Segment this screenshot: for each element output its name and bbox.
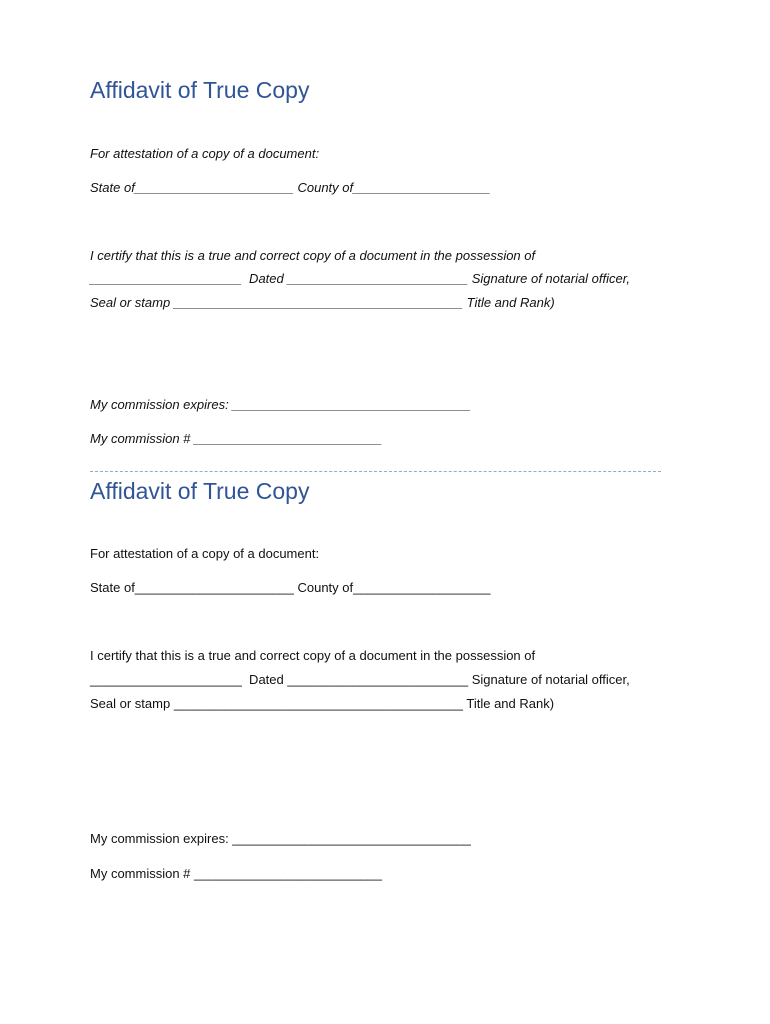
section1-intro: For attestation of a copy of a document: xyxy=(90,146,320,161)
section1-title: Affidavit of True Copy xyxy=(90,77,310,103)
section2-certify-line-3: Seal or stamp ________________________________________ Title and Rank) xyxy=(90,696,555,711)
section1-commission-number: My commission # __________________________ xyxy=(90,431,382,446)
section2-state-county-line: State of______________________ County of___________________ xyxy=(90,580,491,595)
section2-certify-line-2: _____________________ Dated _________________________ Signature of notarial officer, xyxy=(90,672,630,687)
section1-commission-expires: My commission expires: _________________________________ xyxy=(90,397,471,412)
section2-commission-number: My commission # __________________________ xyxy=(90,866,382,881)
section1-certify-line-1: I certify that this is a true and correct copy of a document in the possession of xyxy=(90,248,536,263)
section2-commission-expires: My commission expires: _________________________________ xyxy=(90,831,471,846)
section-divider xyxy=(90,471,661,472)
section2-intro: For attestation of a copy of a document: xyxy=(90,546,320,561)
section1-certify-line-2: _____________________ Dated _________________________ Signature of notarial officer, xyxy=(90,271,630,286)
section2-certify-line-1: I certify that this is a true and correct copy of a document in the possession of xyxy=(90,648,536,663)
section1-state-county-line: State of______________________ County of___________________ xyxy=(90,180,491,195)
section1-certify-line-3: Seal or stamp ________________________________________ Title and Rank) xyxy=(90,295,555,310)
section2-title: Affidavit of True Copy xyxy=(90,478,310,504)
